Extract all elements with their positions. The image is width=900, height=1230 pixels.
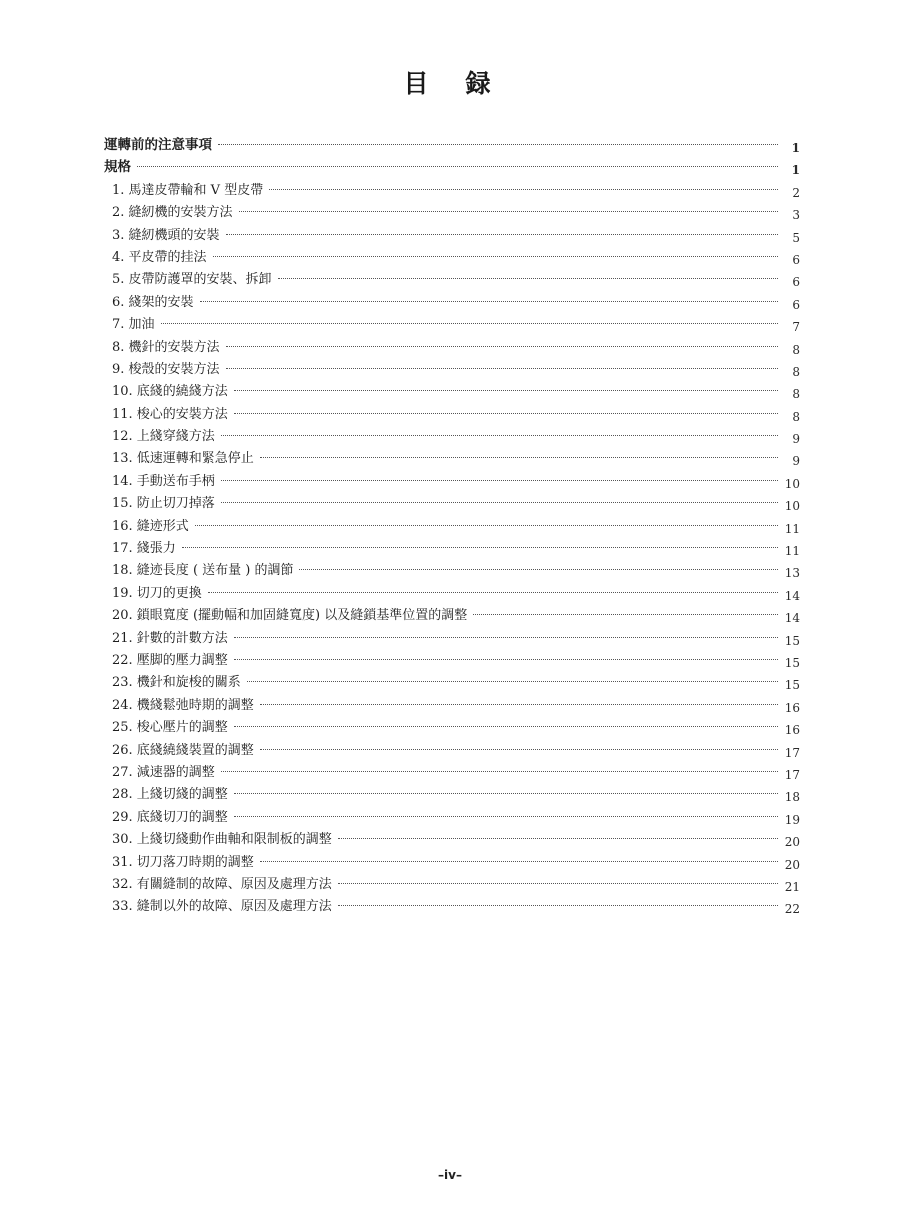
- dot-leader: [226, 234, 778, 235]
- dot-leader: [137, 166, 778, 167]
- toc-entry: [104, 403, 800, 425]
- toc-entry-label: 33. 縫制以外的故障、原因及處理方法: [112, 899, 332, 915]
- toc-entry-page: 16: [784, 700, 800, 715]
- toc-entry-page: 22: [784, 902, 800, 917]
- dot-leader: [260, 861, 778, 862]
- toc-entry: [104, 425, 800, 447]
- dot-leader: [182, 547, 778, 548]
- toc-entry-page: 14: [784, 611, 800, 626]
- toc-entry: [104, 783, 800, 805]
- toc-entry-label: 22. 壓脚的壓力調整: [112, 652, 228, 668]
- toc-entry-label: 20. 鎖眼寬度 (擺動幅和加固縫寬度) 以及縫鎖基準位置的調整: [112, 608, 468, 624]
- dot-leader: [338, 838, 778, 839]
- toc-entry-page: 1: [791, 163, 800, 178]
- toc-entry-label: 18. 縫迹長度 ( 送布量 ) 的調節: [112, 563, 294, 579]
- dot-leader: [208, 592, 778, 593]
- toc-entry: [104, 851, 800, 873]
- toc-entry: [104, 537, 800, 559]
- toc-entry-page: 20: [784, 857, 800, 872]
- dot-leader: [221, 502, 778, 503]
- toc-entry-page: 8: [792, 387, 800, 402]
- toc-entry-page: 21: [784, 879, 800, 894]
- toc-entry: [104, 761, 800, 783]
- toc-entry: [104, 380, 800, 402]
- toc-entry: [104, 627, 800, 649]
- toc-entry: [104, 671, 800, 693]
- toc-entry: [104, 873, 800, 895]
- toc-entry: [104, 291, 800, 313]
- toc-entry-label: 10. 底綫的繞綫方法: [112, 384, 228, 400]
- toc-entry-page: 10: [784, 476, 800, 491]
- toc-entry-page: 17: [784, 767, 800, 782]
- dot-leader: [239, 211, 778, 212]
- toc-entry-page: 15: [784, 678, 800, 693]
- dot-leader: [221, 771, 778, 772]
- toc-entry-label: 29. 底綫切刀的調整: [112, 809, 228, 825]
- toc-entry-page: 14: [784, 588, 800, 603]
- toc-entry-label: 6. 綫架的安裝: [112, 294, 194, 310]
- toc-entry: [104, 828, 800, 850]
- toc-entry-label: 13. 低速運轉和緊急停止: [112, 451, 254, 467]
- toc-entry-page: 6: [792, 297, 800, 312]
- table-of-contents: [104, 134, 800, 918]
- toc-entry: [104, 336, 800, 358]
- toc-entry: [104, 470, 800, 492]
- toc-entry-page: 20: [784, 835, 800, 850]
- toc-entry: [104, 134, 800, 156]
- toc-entry-page: 1: [791, 141, 800, 155]
- toc-entry-label: 7. 加油: [112, 317, 155, 333]
- toc-entry-label: 16. 縫迹形式: [112, 518, 189, 534]
- toc-entry-page: 5: [792, 230, 800, 245]
- toc-entry: [104, 604, 800, 626]
- toc-entry-label: 25. 梭心壓片的調整: [112, 720, 228, 736]
- dot-leader: [221, 435, 778, 436]
- toc-entry-page: 8: [792, 409, 800, 424]
- toc-entry-label: 32. 有關縫制的故障、原因及處理方法: [112, 876, 332, 892]
- toc-entry-label: 2. 縫紉機的安裝方法: [112, 205, 233, 221]
- toc-entry-page: 7: [792, 320, 800, 335]
- toc-entry: [104, 492, 800, 514]
- toc-entry-page: 8: [792, 364, 800, 379]
- toc-entry-label: 30. 上綫切綫動作曲軸和限制板的調整: [112, 832, 332, 848]
- toc-entry-label: 23. 機針和旋梭的關系: [112, 675, 241, 691]
- toc-entry-label: 27. 減速器的調整: [112, 764, 215, 780]
- toc-entry-page: 9: [792, 454, 800, 469]
- dot-leader: [218, 144, 778, 145]
- toc-entry-label: 24. 機綫鬆弛時期的調整: [112, 697, 254, 713]
- toc-entry: [104, 694, 800, 716]
- toc-entry-page: 10: [784, 499, 800, 514]
- dot-leader: [195, 525, 778, 526]
- toc-entry: [104, 515, 800, 537]
- toc-entry-page: 13: [784, 566, 800, 581]
- dot-leader: [338, 905, 778, 906]
- toc-entry-page: 11: [784, 521, 800, 536]
- dot-leader: [234, 413, 778, 414]
- toc-entry: [104, 806, 800, 828]
- page-title: 目 録: [403, 69, 497, 98]
- dot-leader: [473, 614, 778, 615]
- dot-leader: [234, 726, 778, 727]
- toc-entry-page: 11: [784, 544, 800, 559]
- dot-leader: [247, 681, 778, 682]
- dot-leader: [226, 368, 778, 369]
- toc-entry: [104, 179, 800, 201]
- toc-entry: [104, 895, 800, 917]
- toc-entry-label: 9. 梭殼的安裝方法: [112, 361, 220, 377]
- toc-entry-label: 12. 上綫穿綫方法: [112, 429, 215, 445]
- dot-leader: [234, 637, 778, 638]
- toc-entry: [104, 156, 800, 178]
- dot-leader: [234, 816, 778, 817]
- toc-entry-label: 3. 縫紉機頭的安裝: [112, 227, 220, 243]
- toc-entry-page: 9: [792, 432, 800, 447]
- dot-leader: [234, 390, 778, 391]
- toc-entry: [104, 582, 800, 604]
- toc-entry-label: 19. 切刀的更換: [112, 585, 202, 601]
- toc-entry: [104, 716, 800, 738]
- toc-entry-label: 8. 機針的安裝方法: [112, 339, 220, 355]
- dot-leader: [260, 749, 778, 750]
- toc-entry-label: 31. 切刀落刀時期的調整: [112, 854, 254, 870]
- page-number-footer: –iv–: [438, 1168, 462, 1182]
- toc-entry-label: 規格: [104, 159, 131, 176]
- dot-leader: [278, 278, 778, 279]
- toc-entry-label: 15. 防止切刀掉落: [112, 496, 215, 512]
- toc-entry-page: 2: [792, 185, 800, 200]
- toc-entry-page: 3: [792, 208, 800, 223]
- toc-entry-page: 6: [792, 252, 800, 267]
- toc-entry-page: 18: [784, 790, 800, 805]
- dot-leader: [226, 346, 778, 347]
- toc-entry-label: 4. 平皮帶的挂法: [112, 249, 207, 265]
- toc-entry-label: 5. 皮帶防護罩的安裝、拆卸: [112, 272, 272, 288]
- toc-entry-label: 21. 針數的計數方法: [112, 630, 228, 646]
- dot-leader: [260, 704, 778, 705]
- toc-entry: [104, 201, 800, 223]
- toc-entry-page: 17: [784, 745, 800, 760]
- toc-entry-page: 8: [792, 342, 800, 357]
- toc-entry: [104, 313, 800, 335]
- dot-leader: [200, 301, 778, 302]
- toc-entry-label: 17. 綫張力: [112, 541, 176, 557]
- toc-entry-label: 28. 上綫切綫的調整: [112, 787, 228, 803]
- dot-leader: [234, 793, 778, 794]
- dot-leader: [260, 457, 778, 458]
- toc-entry-page: 6: [792, 275, 800, 290]
- toc-entry-label: 11. 梭心的安裝方法: [112, 406, 228, 422]
- toc-entry: [104, 739, 800, 761]
- toc-entry: [104, 268, 800, 290]
- toc-entry: [104, 358, 800, 380]
- toc-entry: [104, 649, 800, 671]
- toc-entry-page: 15: [784, 633, 800, 648]
- toc-entry-page: 16: [784, 723, 800, 738]
- dot-leader: [221, 480, 778, 481]
- dot-leader: [234, 659, 778, 660]
- toc-entry-label: 26. 底綫繞綫裝置的調整: [112, 742, 254, 758]
- dot-leader: [338, 883, 778, 884]
- dot-leader: [299, 569, 778, 570]
- toc-entry: [104, 224, 800, 246]
- toc-entry-label: 運轉前的注意事項: [104, 137, 212, 153]
- toc-entry-page: 15: [784, 655, 800, 670]
- toc-entry-page: 19: [784, 812, 800, 827]
- toc-entry: [104, 246, 800, 268]
- toc-entry-label: 1. 馬達皮帶輪和 V 型皮帶: [112, 182, 264, 198]
- toc-entry-label: 14. 手動送布手柄: [112, 473, 215, 489]
- dot-leader: [213, 256, 778, 257]
- dot-leader: [269, 189, 778, 190]
- toc-entry: [104, 559, 800, 581]
- toc-entry: [104, 447, 800, 469]
- dot-leader: [161, 323, 778, 324]
